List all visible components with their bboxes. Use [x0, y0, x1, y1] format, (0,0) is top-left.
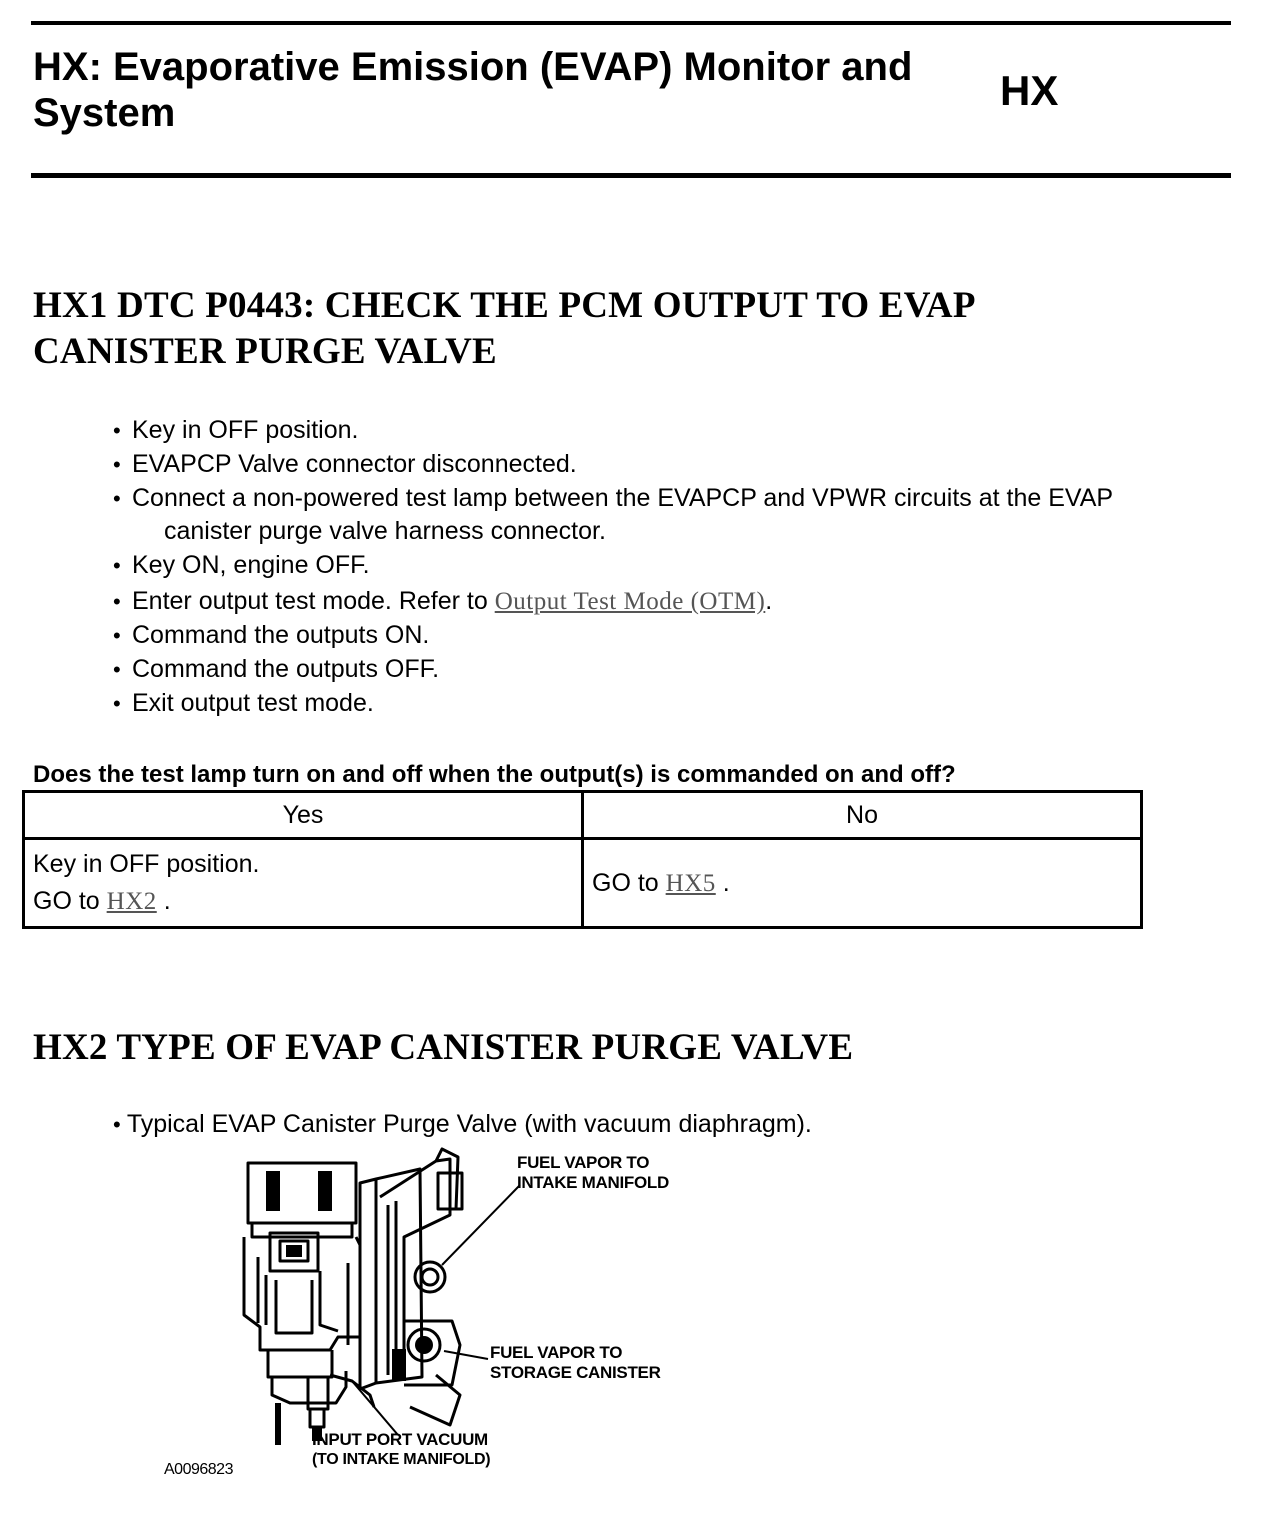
bullet-icon: •	[113, 623, 121, 648]
page-code: HX	[1000, 67, 1059, 114]
bullet-icon: •	[113, 691, 121, 716]
header-rule	[31, 173, 1231, 178]
list-item: • Key in OFF position.	[113, 414, 1253, 447]
hx5-link[interactable]: HX5	[665, 869, 716, 897]
yes-header: Yes	[24, 792, 583, 839]
bullet-icon: •	[113, 452, 121, 477]
bullet-icon: •	[113, 486, 121, 511]
list-item: • Command the outputs OFF.	[113, 653, 1253, 686]
bullet-icon: •	[113, 1112, 127, 1137]
section-heading-hx2: HX2 TYPE OF EVAP CANISTER PURGE VALVE	[33, 1027, 854, 1068]
table-row	[24, 792, 1142, 839]
bullet-icon: •	[113, 553, 121, 578]
list-item: • Connect a non-powered test lamp between the EVAPCP and VPWR circuits at the EVAP canister purge valve harness connector.	[113, 484, 1114, 545]
page-title: HX: Evaporative Emission (EVAP) Monitor and System	[33, 45, 913, 135]
answer-table	[22, 790, 1143, 929]
bullet-icon: •	[113, 418, 121, 443]
figure-id: A0096823	[164, 1461, 233, 1478]
otm-link[interactable]: Output Test Mode (OTM)	[494, 588, 766, 615]
step-list	[113, 414, 1253, 721]
yes-cell: Key in OFF position. GO to HX2 .	[24, 839, 583, 928]
list-item: • Typical EVAP Canister Purge Valve (with vacuum diaphragm).	[113, 1110, 812, 1138]
no-cell: GO to HX5 .	[583, 839, 1142, 928]
question-text: Does the test lamp turn on and off when the output(s) is commanded on and off?	[33, 761, 956, 788]
hx2-link[interactable]: HX2	[106, 888, 157, 915]
callout-intake-manifold: FUEL VAPOR TO INTAKE MANIFOLD	[517, 1153, 669, 1192]
list-item: • Enter output test mode. Refer to Output Test Mode (OTM).	[113, 585, 1253, 618]
table-row	[24, 839, 1142, 928]
bullet-icon: •	[113, 657, 121, 682]
callout-input-port: INPUT PORT VACUUM (TO INTAKE MANIFOLD)	[312, 1430, 491, 1468]
list-item: • Command the outputs ON.	[113, 619, 1253, 652]
callout-storage-canister: FUEL VAPOR TO STORAGE CANISTER	[490, 1343, 661, 1382]
section-heading-hx1: HX1 DTC P0443: CHECK THE PCM OUTPUT TO EVAP CANISTER PURGE VALVE	[33, 285, 974, 372]
purge-valve-figure	[160, 1145, 720, 1490]
bullet-icon: •	[113, 589, 121, 614]
list-item: • Exit output test mode.	[113, 687, 1253, 720]
no-header: No	[583, 792, 1142, 839]
top-rule	[31, 21, 1231, 25]
list-item: • EVAPCP Valve connector disconnected.	[113, 448, 1253, 481]
list-item: • Key ON, engine OFF.	[113, 549, 1253, 582]
